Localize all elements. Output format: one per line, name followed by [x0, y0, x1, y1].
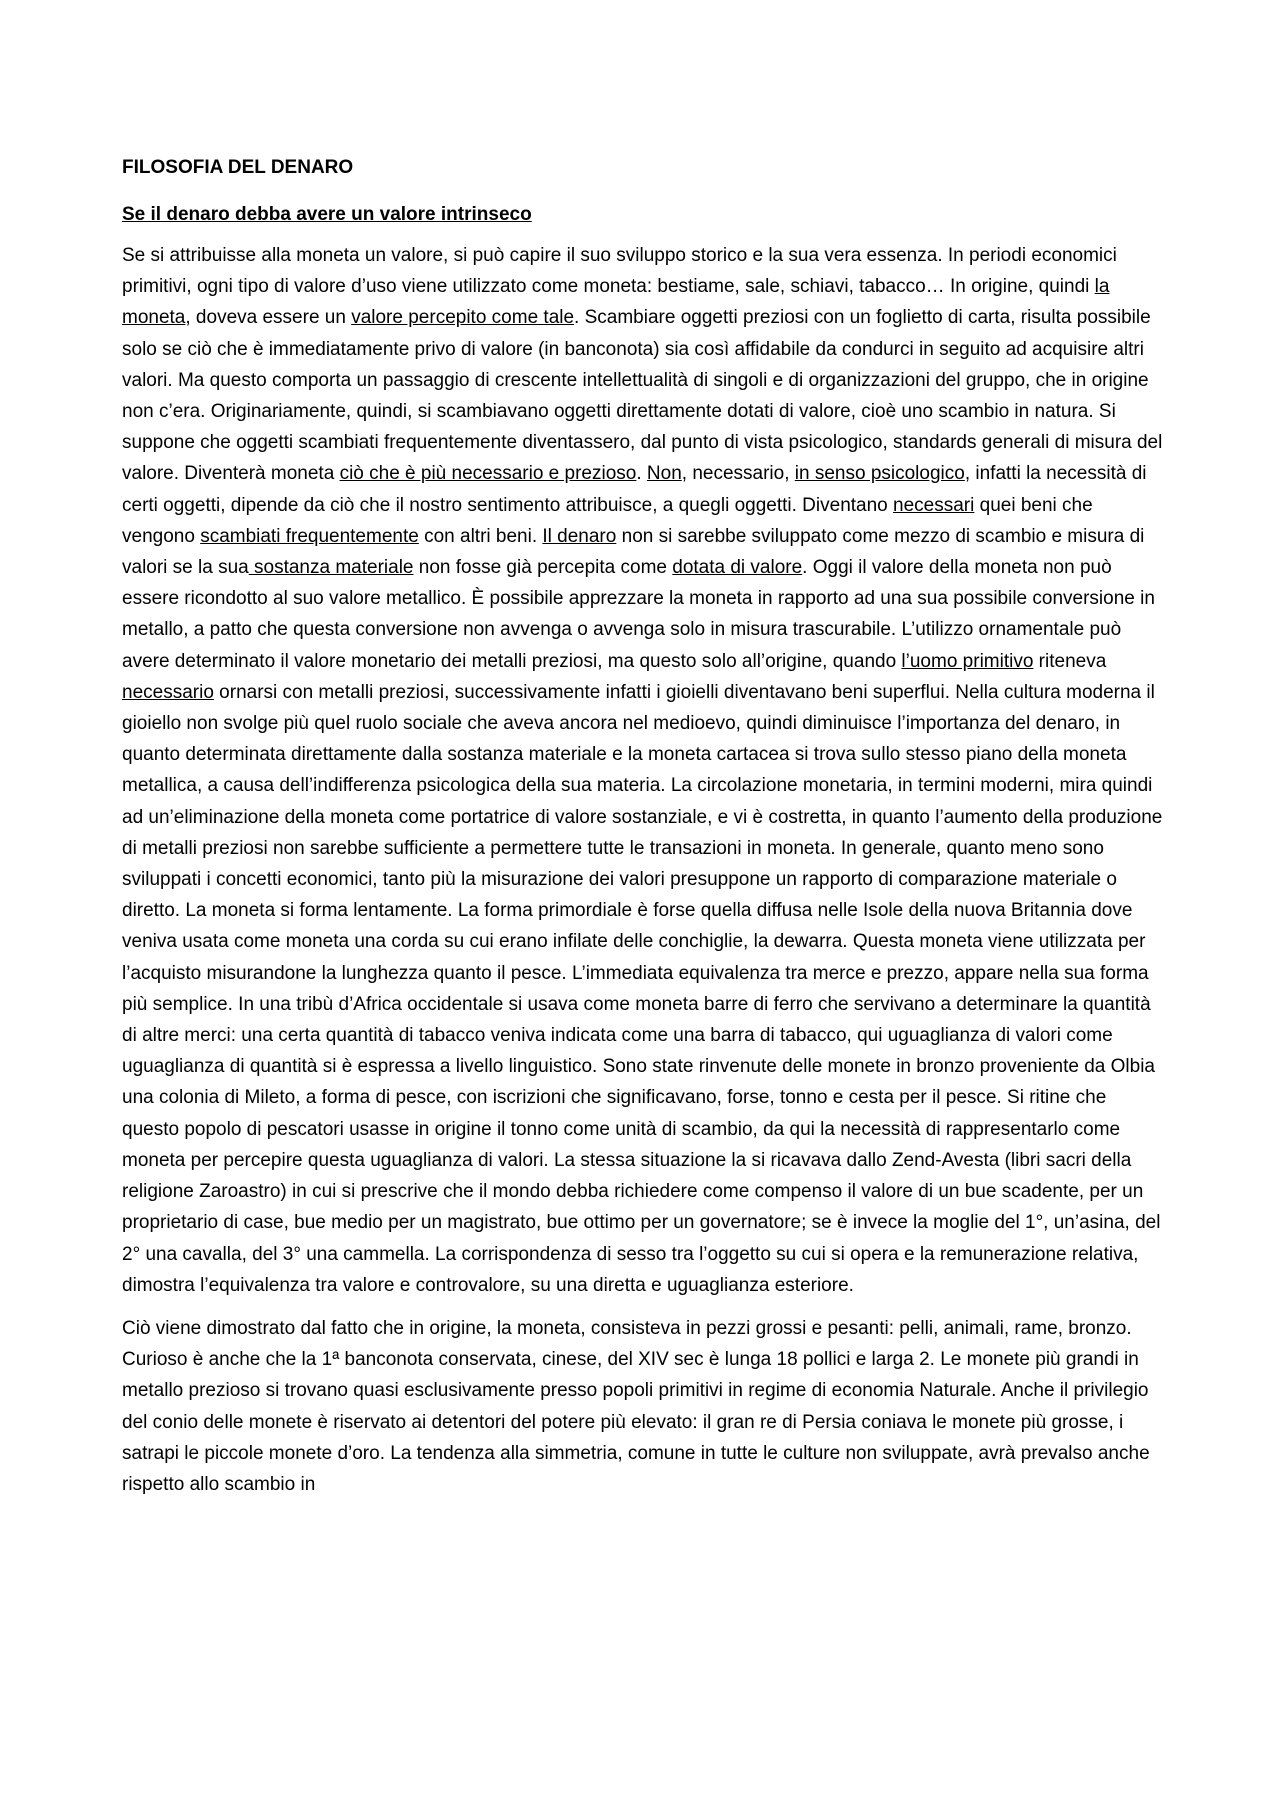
text-run: , doveva essere un: [185, 307, 352, 329]
text-run: Ciò viene dimostrato dal fatto che in origine, la moneta, consisteva in pezzi grossi e pesanti: pelli, animali, rame, bronzo. Curioso è anche che la 1ª banconota conservata, cinese, del XIV sec è lunga 18 pollici e larga 2. Le monete più grandi in metallo prezioso si trovano quasi esclusivamente presso popoli primitivi in regime di economia Naturale. Anche il privilegio del conio delle monete è riservato ai detentori del potere più elevato: il gran re di Persia coniava le monete più grosse, i satrapi le piccole monete d’oro. La tendenza alla simmetria, comune in tutte le culture non sviluppate, avrà prevalso anche rispetto allo scambio in: [122, 1317, 1150, 1495]
text-run: non fosse già percepita come: [413, 557, 673, 579]
text-run: riteneva: [1033, 650, 1107, 672]
text-run: , infatti la necessità di certi oggetti, dipende da ciò che il nostro sentimento attribuisce, a quegli oggetti. Diventano: [122, 463, 1147, 516]
underlined-text: l’uomo primitivo: [901, 650, 1034, 672]
text-run: . Oggi il valore della moneta non può essere ricondotto al suo valore metallico. È possibile apprezzare la moneta in rapporto ad una sua possibile conversione in metallo, a patto che questa conversione non avvenga o avvenga solo in misura trascurabile. L’utilizzo ornamentale può avere determinato il valore monetario dei metalli preziosi, ma questo solo all’origine, quando: [122, 557, 1155, 672]
section-heading: Se il denaro debba avere un valore intrinseco: [122, 204, 532, 225]
underlined-text: in senso psicologico: [794, 463, 965, 485]
document-title: FILOSOFIA DEL DENARO: [122, 157, 354, 178]
underlined-text: dotata di valore: [672, 557, 803, 579]
underlined-text: valore percepito come tale: [351, 307, 575, 329]
text-run: Se si attribuisse alla moneta un valore, si può capire il suo sviluppo storico e la sua vera essenza. In periodi economici primitivi, ogni tipo di valore d’uso viene utilizzato come moneta: bestiame, sale, schiavi, tabacco… In origine, quindi: [122, 245, 1117, 298]
underlined-text: ciò che è più necessario e prezioso: [339, 463, 637, 485]
text-run: con altri beni.: [418, 525, 543, 547]
underlined-text: Non: [646, 463, 682, 485]
body-paragraph: [122, 1313, 1168, 1500]
underlined-text: necessario: [122, 681, 214, 703]
text-run: . Scambiare oggetti preziosi con un foglietto di carta, risulta possibile solo se ciò che è immediatamente privo di valore (in banconota) sia così affidabile da condurci in seguito ad acquisire altri valori. Ma questo comporta un passaggio di crescente intellettualità di singoli e di organizzazioni del gruppo, che in origine non c’era. Originariamente, quindi, si scambiavano oggetti direttamente dotati di valore, cioè uno scambio in natura. Si suppone che oggetti scambiati frequentemente diventassero, dal punto di vista psicologico, standards generali di misura del valore. Diventerà moneta: [122, 307, 1163, 485]
text-run: .: [636, 463, 647, 485]
underlined-text: necessari: [893, 494, 975, 516]
document-body: [122, 240, 1168, 1500]
underlined-text: scambiati frequentemente: [200, 525, 419, 547]
text-run: quei beni che vengono: [122, 494, 1093, 547]
underlined-text: Il denaro: [542, 525, 617, 547]
text-run: non si sarebbe sviluppato come mezzo di scambio e misura di valori se la sua: [122, 525, 1145, 579]
text-run: ornarsi con metalli preziosi, successivamente infatti i gioielli diventavano beni superflui. Nella cultura moderna il gioiello non svolge più quel ruolo sociale che aveva ancora nel medioevo, quindi diminuisce l’importanza del denaro, in quanto determinata direttamente dalla sostanza materiale e la moneta cartacea si trova sullo stesso piano della moneta metallica, a causa dell’indifferenza psicologica della sua materia. La circolazione monetaria, in termini moderni, mira quindi ad un’eliminazione della moneta come portatrice di valore sostanziale, e vi è costretta, in quanto l’aumento della produzione di metalli preziosi non sarebbe sufficiente a permettere tutte le transazioni in moneta. In generale, quanto meno sono sviluppati i concetti economici, tanto più la misurazione dei valori presuppone un rapporto di comparazione materiale o diretto. La moneta si forma lentamente. La forma primordiale è forse quella diffusa nelle Isole della nuova Britannia dove veniva usata come moneta una corda su cui erano infilate delle conchiglie, la dewarra. Questa moneta viene utilizzata per l’acquisto misurandone la lunghezza quanto il pesce. L’immediata equivalenza tra merce e prezzo, appare nella sua forma più semplice. In una tribù d’Africa occidentale si usava come moneta barre di ferro che servivano a determinare la quantità di altre merci: una certa quantità di tabacco veniva indicata come una barra di tabacco, qui uguaglianza di valori come uguaglianza di quantità si è espressa a livello linguistico. Sono state rinvenute delle monete in bronzo proveniente da Olbia una colonia di Mileto, a forma di pesce, con iscrizioni che significavano, forse, tonno e cesta per il pesce. Si ritine che questo popolo di pescatori usasse in origine il tonno come unità di scambio, da qui la necessità di rappresentarlo come moneta per percepire questa uguaglianza di valori. La stessa situazione la si ricavava dallo Zend-Avesta (libri sacri della religione Zaroastro) in cui si prescrive che il mondo debba richiedere come compenso il valore di un bue scadente, per un proprietario di case, bue medio per un magistrato, bue ottimo per un governatore; se è invece la moglie del 1°, un’asina, del 2° una cavalla, del 3° una cammella. La corrispondenza di sesso tra l’oggetto su cui si opera e la remunerazione relativa, dimostra l’equivalenza tra valore e controvalore, su una diretta e uguaglianza esteriore.: [122, 681, 1163, 1296]
text-run: , necessario,: [681, 463, 795, 485]
underlined-text: sostanza materiale: [248, 557, 414, 579]
underlined-text: la moneta: [122, 276, 1110, 329]
body-paragraph: [122, 240, 1168, 1301]
